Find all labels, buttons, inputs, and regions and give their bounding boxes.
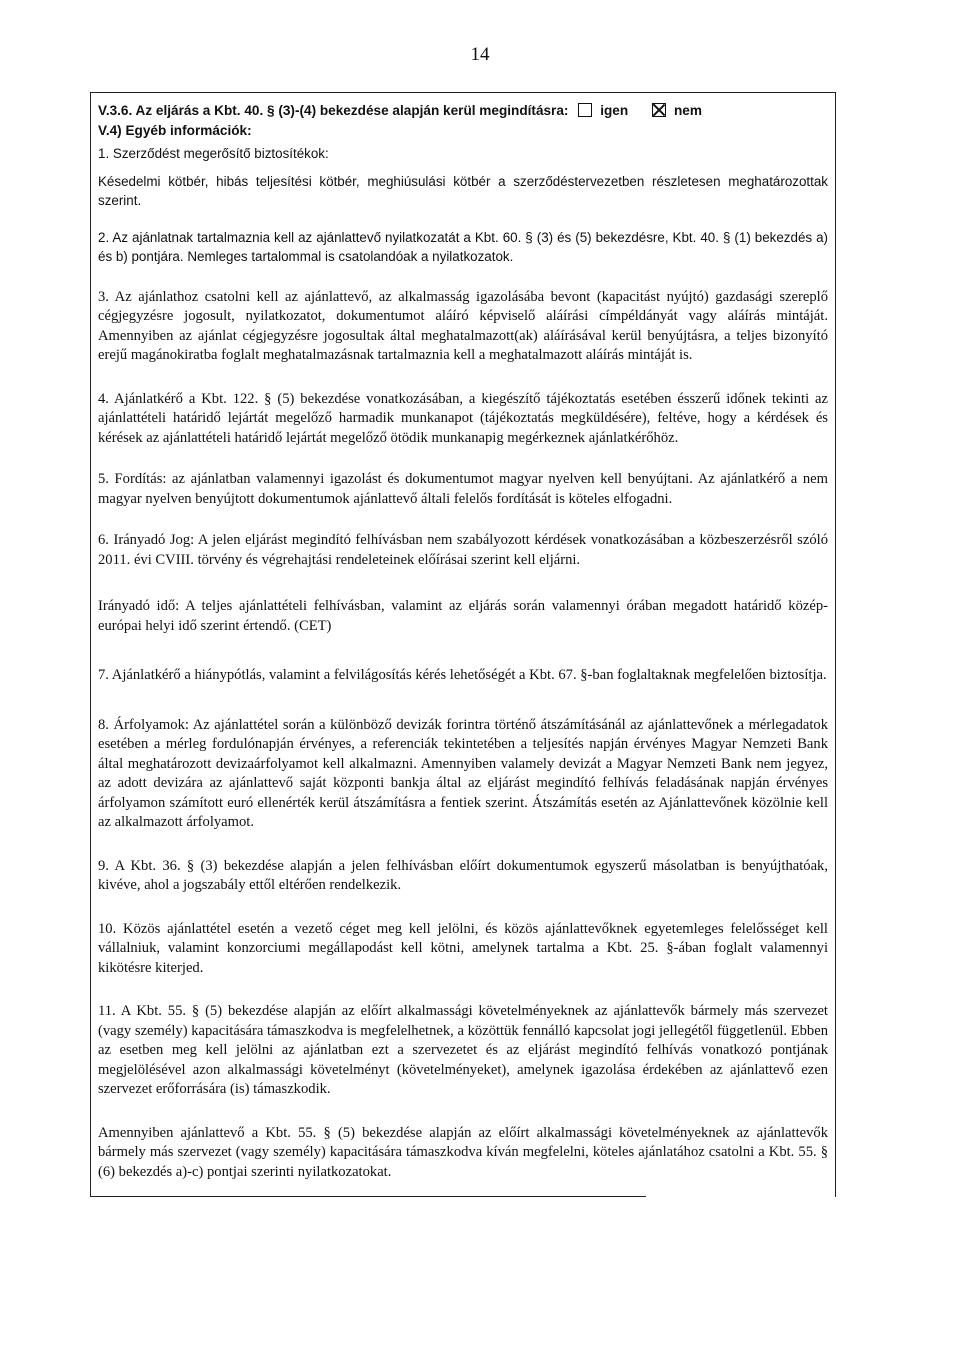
paragraph-2: 2. Az ajánlatnak tartalmaznia kell az ajánlattevő nyilatkozatát a Kbt. 60. § (3) és (5) bekezdésre, Kbt. 40. § (1) bekezdés a) és b) pontjára. Nemleges tartalommal is csatolandóak a nyilatkozatok.: [98, 229, 828, 264]
paragraph-5: 5. Fordítás: az ajánlatban valamennyi igazolást és dokumentumot magyar nyelven kell benyújtani. Az ajánlatkérő a nem magyar nyelven benyújtott dokumentumok ajánlattevő általi felelős fordítását is köteles elfogadni.: [98, 471, 828, 507]
option-yes-label: igen: [600, 103, 629, 118]
paragraph-3: 3. Az ajánlathoz csatolni kell az ajánlattevő, az alkalmasság igazolásába bevont (kapacitást nyújtó) gazdasági szereplő cégjegyzésre jogosult, nyilatkozatot, dokumentumot aláíró képviselő aláírási címpéldányát vagy aláírás mintáját. Amennyiben az ajánlat cégjegyzésre jogosultak által meghatalmazott(ak) aláírásával kerül benyújtásra, a teljes bizonyító erejű magánokiratba foglalt meghatalmazásnak tartalmaznia kell a meghatalmazott aláírás mintáját is.: [98, 288, 828, 363]
paragraph-time: Irányadó idő: A teljes ajánlattételi felhívásban, valamint az eljárás során valamennyi órában megadott határidő közép-európai helyi idő szerint értendő. (CET): [98, 598, 828, 634]
paragraph-9: 9. A Kbt. 36. § (3) bekezdése alapján a jelen felhívásban előírt dokumentumok egyszerű másolatban is benyújthatóak, kivéve, ahol a jogszabály ettől eltérően rendelkezik.: [98, 857, 828, 893]
paragraph-1-title: 1. Szerződést megerősítő biztosítékok:: [98, 146, 329, 161]
paragraph-7: 7. Ajánlatkérő a hiánypótlás, valamint a felvilágosítás kérés lehetőségét a Kbt. 67. §-ban foglaltaknak megfelelően biztosítja.: [98, 667, 827, 683]
paragraph-11: 11. A Kbt. 55. § (5) bekezdése alapján az előírt alkalmassági követelményeknek az ajánlattevők bármely más szervezet (vagy személy) kapacitására támaszkodva is megfelelhetnek, a közöttük fennálló kapcsolat jogi jellegétől függetlenül. Ebben az esetben meg kell jelölni az ajánlatban ezt a szervezetet és az eljárást megindító felhívás vonatkozó pontjának megjelölésével azon alkalmassági követelményt (követelményeket), amelynek igazolása érdekében az ajánlattevő ezen szervezet erőforrására (is) támaszkodik.: [98, 1003, 828, 1097]
page-number: 14: [470, 44, 490, 65]
option-no-label: nem: [673, 103, 702, 118]
paragraph-10: 10. Közös ajánlattétel esetén a vezető céget meg kell jelölni, és közös ajánlattevőknek egyetemleges felelősséget kell vállalniuk, valamint konzorciumi megállapodást kell kötni, amelynek tartalma a Kbt. 25. §-ában foglalt valamennyi kikötésre kiterjed.: [98, 920, 828, 976]
paragraph-8: 8. Árfolyamok: Az ajánlattétel során a különböző devizák forintra történő átszámításánál az ajánlattevőnek a mérlegadatok esetében a mérleg fordulónapján érvényes, a referenciák tekintetében a teljesítés napján érvényes Magyar Nemzeti Bank által meghatározott devizaárfolyamot kell alkalmazni. Amennyiben valamely devizát a Magyar Nemzeti Bank nem jegyez, az adott devizára az ajánlattevő saját központi bankja által az eljárást megindító felhívás feladásának napján érvényes árfolyamon számított euró ellenérték kerül átszámításra a fentiek szerint. Átszámítás esetén az Ajánlattevőnek közölnie kell az alkalmazott árfolyamot.: [98, 716, 828, 830]
paragraph-6: 6. Irányadó Jog: A jelen eljárást megindító felhívásban nem szabályozott kérdések vonatkozásában a közbeszerzésről szóló 2011. évi CVIII. törvény és végrehajtási rendeleteinek előírásai szerint kell eljárni.: [98, 532, 828, 568]
checkbox-yes[interactable]: [578, 103, 592, 117]
frame-bottom-line: [90, 1196, 646, 1197]
paragraph-4: 4. Ajánlatkérő a Kbt. 122. § (5) bekezdése vonatkozásában, a kiegészítő tájékoztatás esetében ésszerű időnek tekinti az ajánlattételi határidő lejártát megelőző harmadik munkanapot (tájékoztatás megküldésére), feltéve, hogy a kérdések és kérések az ajánlattételi határidő lejártát megelőző ötödik munkanapig megérkeznek ajánlatkérőhöz.: [98, 390, 828, 446]
procedure-start-label: V.3.6. Az eljárás a Kbt. 40. § (3)-(4) bekezdése alapján kerül megindításra:: [98, 103, 569, 118]
paragraph-1-body: Késedelmi kötbér, hibás teljesítési kötbér, meghiúsulási kötbér a szerződéstervezetben részletesen meghatározottak szerint.: [98, 173, 828, 208]
paragraph-12: Amennyiben ajánlattevő a Kbt. 55. § (5) bekezdése alapján az előírt alkalmassági követelményeknek az ajánlattevők bármely más szervezet (vagy személy) kapacitására támaszkodva kíván megfelelni, köteles ajánlatához csatolni a Kbt. 55. § (6) bekezdés a)-c) pontjai szerinti nyilatkozatokat.: [98, 1124, 828, 1180]
other-info-heading: V.4) Egyéb információk:: [98, 123, 252, 138]
procedure-start-line: [98, 101, 828, 121]
document-body: [98, 101, 828, 1182]
checkbox-no-checked[interactable]: [652, 103, 666, 117]
